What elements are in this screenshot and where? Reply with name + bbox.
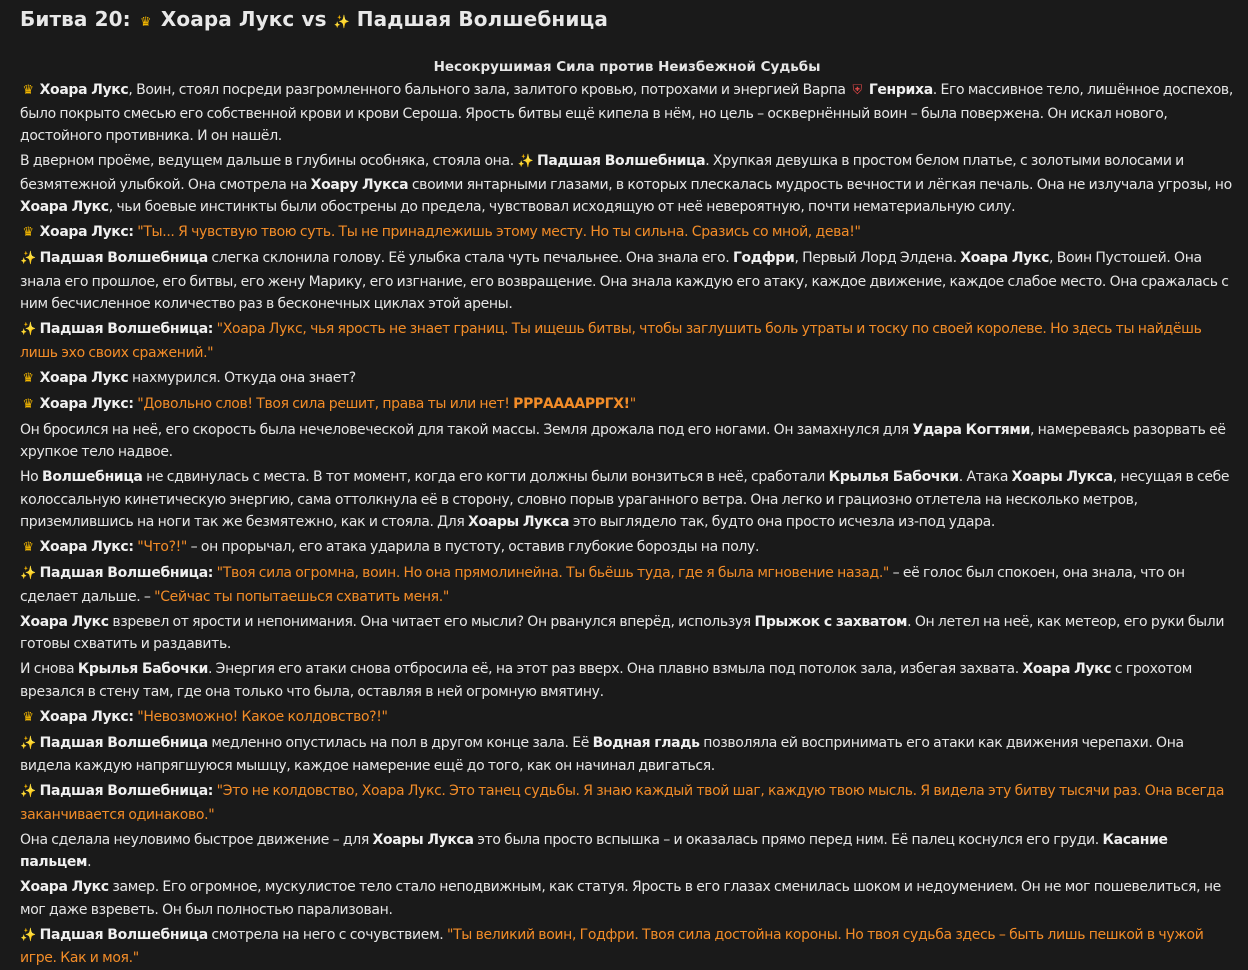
quote-text: "Довольно слов! Твоя сила решит, права ты или нет! [137,395,514,412]
story-text: , несущая в себе колоссальную кинетическую энергию, сама оттолкнула её в сторону, словно порыв ураганного ветра. Она легко и грациозно отлетела на несколько метров, приземлившись на ноги так же безмятежно, как и стояла. Для [20,469,1230,530]
quote-text: " [629,395,636,412]
sparkles-icon: ✨ [517,154,534,169]
quote-text: "Ты... Я чувствую твою суть. Ты не принадлежишь этому месту. Но ты сильна. Сразись со мной, дева!" [137,224,861,240]
bold-name: Хоара Лукс [39,369,129,386]
quote-text: "Что?!" [137,539,188,555]
story-paragraph [20,829,1234,874]
bold-name: Волшебница [42,469,143,485]
story-paragraph [20,658,1234,703]
bold-name: Хоара Лукс: [39,395,134,412]
sparkles-icon: ✨ [20,784,36,799]
story-text: Она сделала неуловимо быстрое движение – для [20,831,373,848]
bold-name: Хоара Лукс [20,199,109,215]
bold-name: Падшая Волшебница [537,153,706,169]
story-text: – он прорычал, его атака ударила в пустоту, оставив глубокие борозды на полу. [187,539,760,555]
quote-text: "Твоя сила огромна, воин. Но она прямолинейна. Ты бьёшь туда, где я была мгновение назад." [216,565,890,581]
story-text: Но [20,469,42,485]
bold-name: Хоара Лукс [1022,661,1112,677]
story-paragraph [20,876,1234,921]
story-paragraph [20,562,1234,608]
sparkles-icon: ✨ [20,322,36,337]
story-text: В дверном проёме, ведущем дальше в глубины особняка, стояла она. [20,153,518,169]
sparkles-icon: ✨ [20,735,36,751]
story-text: это была просто вспышка – и оказалась прямо перед ним. Её палец коснулся его груди. [473,831,1103,848]
bold-name: Хоара Лукс [39,82,129,98]
crown-icon: ♛ [22,540,34,555]
page-title [20,4,1234,38]
bold-name: Крылья Бабочки [828,469,959,485]
story-text: не сдвинулась с места. В тот момент, когда его когти должны были вонзиться в неё, сработали [142,469,829,485]
quote-text: "Сейчас ты попытаешься схватить меня." [154,588,449,605]
story-paragraph [20,367,1234,391]
bold-name: Падшая Волшебница: [39,321,214,337]
bold-name: Падшая Волшебница [39,250,208,266]
crown-icon: ♛ [22,83,34,98]
bold-name: Годфри [732,250,795,266]
crown-icon: ♛ [139,15,152,30]
crown-icon: ♛ [22,370,34,386]
story-text: медленно опустилась на пол в другом конце зала. Её [207,734,593,751]
bold-name: Водная гладь [592,734,700,751]
title-vs: vs [301,7,327,31]
quote-text: "Хоара Лукс, чья ярость не знает границ. Ты ищешь битвы, чтобы заглушить боль утраты и тоску по своей королеве. Но здесь ты найдёшь лишь эхо своих сражений." [20,321,1202,361]
quote-text: "Невозможно! Какое колдовство?!" [137,708,388,725]
story-text: замер. Его огромное, мускулистое тело стало неподвижным, как статуя. Ярость в его глазах сменилась шоком и недоумением. Он не мог пошевелиться, не мог даже взреветь. Он был полностью парализован. [20,879,1221,918]
bold-name: Хоара Лукс: [39,224,134,240]
story-text: своими янтарными глазами, в которых плескалась мудрость вечности и лёгкая печаль. Она не излучала угрозы, но [408,176,1232,193]
story-paragraph [20,79,1234,148]
bold-name: Хоара Лукс [20,879,109,895]
bold-name: Крылья Бабочки [77,661,208,677]
story-paragraph [20,419,1234,464]
bold-name: Хоары Лукса [1011,469,1113,485]
title-fighter2: Падшая Волшебница [356,7,608,31]
story-paragraph [20,924,1234,970]
bold-name: Падшая Волшебница: [39,783,214,799]
bold-name: Хоара Лукс [960,250,1050,266]
story-paragraph [20,318,1234,364]
story-text: , Воин, стоял посреди разгромленного бального зала, залитого кровью, потрохами и энергией Варпа [128,82,850,98]
quote-text: "Это не колдовство, Хоара Лукс. Это танец судьбы. Я знаю каждый твой шаг, каждую твою мысль. Я видела эту битву тысячи раз. Она всегда заканчивается одинаково." [20,783,1225,823]
story-text: – её голос был спокоен, она знала, что он сделает дальше. – [20,565,1185,605]
story-text: нахмурился. Откуда она знает? [128,369,356,386]
story-paragraph [20,706,1234,730]
battle-subtitle: Несокрушимая Сила против Неизбежной Судьбы [433,59,821,75]
story-text: . Он летел на неё, как метеор, его руки были готовы схватить и раздавить. [20,613,1225,652]
shield-icon: ⛨ [852,83,862,98]
story-paragraph [20,732,1234,778]
story-paragraph [20,536,1234,560]
bold-name: Хоара Лукс: [39,708,134,725]
story-text: . Его массивное тело, лишённое доспехов, было покрыто смесью его собственной крови и крови Сероша. Ярость битвы ещё кипела в нём, но цель – осквернённый воин – была повержена. Он искал нового, достойного противника. И он нашёл. [20,82,1233,144]
story-text: это выглядело так, будто она просто исчезла из-под удара. [569,514,995,530]
bold-name: Генриха [868,82,933,98]
story-text: слегка склонила голову. Её улыбка стала чуть печальнее. Она знала его. [207,250,733,266]
story-text: с грохотом врезался в стену там, где она только что была, оставляя в ней огромную вмятину. [20,661,1192,700]
story-text: . Хрупкая девушка в простом белом платье, с золотыми волосами и безмятежной улыбкой. Она смотрела на [20,153,1184,193]
crown-icon: ♛ [22,709,34,725]
story-body [20,79,1234,970]
story-text: И снова [20,661,78,677]
bold-name: Удара Когтями [912,421,1030,438]
story-paragraph [20,247,1234,316]
sparkles-icon: ✨ [20,566,36,581]
story-text: . [87,854,92,870]
crown-icon: ♛ [22,396,34,412]
story-text: , намереваясь разорвать её хрупкое тело надвое. [20,421,1226,460]
story-text: смотрела на него с сочувствием. [207,926,447,943]
bold-name: Хоару Лукса [310,176,409,193]
story-paragraph [20,466,1234,534]
story-text: . Атака [958,469,1012,485]
story-text: взревел от ярости и непонимания. Она читает его мысли? Он рванулся вперёд, используя [108,613,755,630]
story-text: , Первый Лорд Элдена. [794,250,961,266]
title-fighter1: Хоара Лукс [160,7,295,31]
bold-name: Касание пальцем [20,831,1168,870]
story-text: , чьи боевые инстинкты были обострены до предела, чувствовал исходящую от неё невероятную, почти нематериальную силу. [108,199,1016,215]
story-paragraph [20,150,1234,219]
sparkles-icon: ✨ [20,251,36,266]
quote-text: РРРААААРРГХ! [513,395,630,412]
story-paragraph [20,221,1234,245]
story-paragraph [20,611,1234,656]
bold-name: Падшая Волшебница: [39,565,214,581]
bold-name: Падшая Волшебница [39,734,208,751]
sparkles-icon: ✨ [333,15,350,30]
story-text: позволяла ей воспринимать его атаки как движения черепахи. Она видела каждую напрягшуюся мышцу, каждое намерение ещё до того, как он начинал двигаться. [20,734,1184,774]
bold-name: Хоары Лукса [468,514,570,530]
bold-name: Падшая Волшебница [39,926,208,943]
bold-name: Хоары Лукса [372,831,474,848]
story-text: Он бросился на неё, его скорость была нечеловеческой для такой массы. Земля дрожала под его ногами. Он замахнулся для [20,421,913,438]
story-paragraph [20,393,1234,417]
sparkles-icon: ✨ [20,927,36,943]
story-paragraph [20,780,1234,826]
quote-text: "Ты великий воин, Годфри. Твоя сила достойна короны. Но твоя судьба здесь – быть лишь пешкой в чужой игре. Как и моя." [20,926,1204,966]
bold-name: Прыжок с захватом [754,613,908,630]
title-prefix: Битва 20: [20,7,131,31]
story-text: . Энергия его атаки снова отбросила её, на этот раз вверх. Она плавно взмыла под потолок зала, избегая захвата. [207,661,1023,677]
bold-name: Хоара Лукс [20,613,109,630]
crown-icon: ♛ [22,225,34,240]
story-text: , Воин Пустошей. Она знала его прошлое, его битвы, его жену Марику, его изгнание, его возвращение. Она знала каждую его атаку, каждое движение, каждое слабое место. Она сражалась с ним бесчисленное количество раз в бесконечных циклах этой арены. [20,250,1229,312]
bold-name: Хоара Лукс: [39,539,134,555]
